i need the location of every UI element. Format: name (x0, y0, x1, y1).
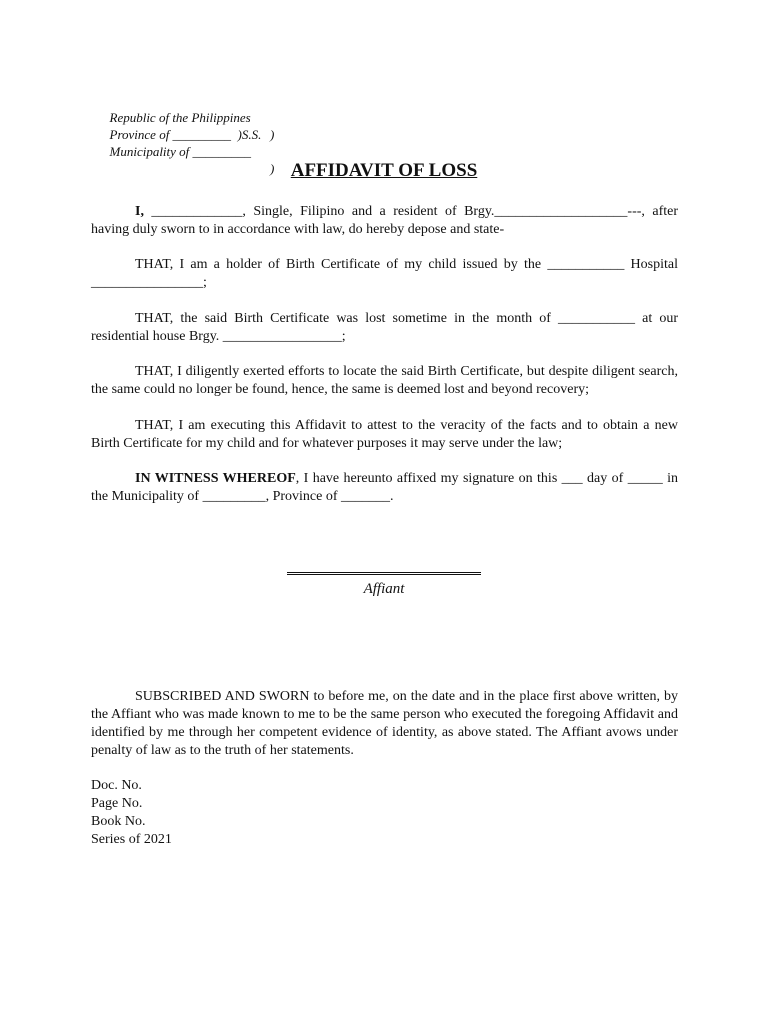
book-no: Book No. (91, 814, 146, 829)
venue-line-province (90, 109, 262, 142)
paragraph-efforts: THAT, I diligently exerted efforts to locate the said Birth Certificate, but despite diligent search, the same could no longer be found, hence, the same is deemed lost and beyond recovery; (91, 364, 678, 397)
witness-whereof: IN WITNESS WHEREOF (135, 471, 296, 486)
venue-line-municipality (90, 126, 275, 176)
paragraph-declarant (91, 203, 678, 239)
venue-republic-text: Republic of the Philippines (109, 110, 251, 125)
witness-text: , I have hereunto affixed my signature on this ___ day of _____ in the Municipality of _________, Province of _______. (91, 471, 678, 504)
venue-municipality-paren: ) (270, 161, 275, 176)
venue-block (90, 92, 275, 176)
venue-municipality-text: Municipality of _________ (109, 144, 252, 159)
series: Series of 2021 (91, 832, 172, 847)
paragraph-jurat: SUBSCRIBED AND SWORN to before me, on the date and in the place first above written, by the Affiant who was made known to me to be the same person who executed the foregoing Affidavit and identified by me through her competent evidence of identity, as above stated. The Affiant avows under penalty of law as to the truth of her statements. (91, 689, 678, 758)
doc-no: Doc. No. (91, 778, 142, 793)
notarial-register (91, 777, 172, 849)
page-no: Page No. (91, 796, 143, 811)
affiant-label: Affiant (363, 581, 405, 597)
signature-line (287, 572, 481, 575)
paragraph-witness (91, 470, 678, 506)
venue-province-text: Province of _________ )S.S. (109, 127, 262, 142)
paragraph-lost: THAT, the said Birth Certificate was lost sometime in the month of ___________ at our residential house Brgy. _________________; (91, 311, 678, 344)
venue-republic-paren: ) (270, 127, 275, 142)
declarant-text: _____________, Single, Filipino and a resident of Brgy.___________________---, after having duly sworn to in accordance with law, do hereby depose and state- (91, 204, 678, 237)
document-title: AFFIDAVIT OF LOSS (290, 160, 478, 181)
declarant-pronoun: I, (135, 204, 144, 219)
paragraph-holder: THAT, I am a holder of Birth Certificate of my child issued by the ___________ Hospital ________________; (91, 257, 678, 290)
paragraph-purpose: THAT, I am executing this Affidavit to attest to the veracity of the facts and to obtain a new Birth Certificate for my child and for whatever purposes it may serve under the law; (91, 418, 678, 451)
